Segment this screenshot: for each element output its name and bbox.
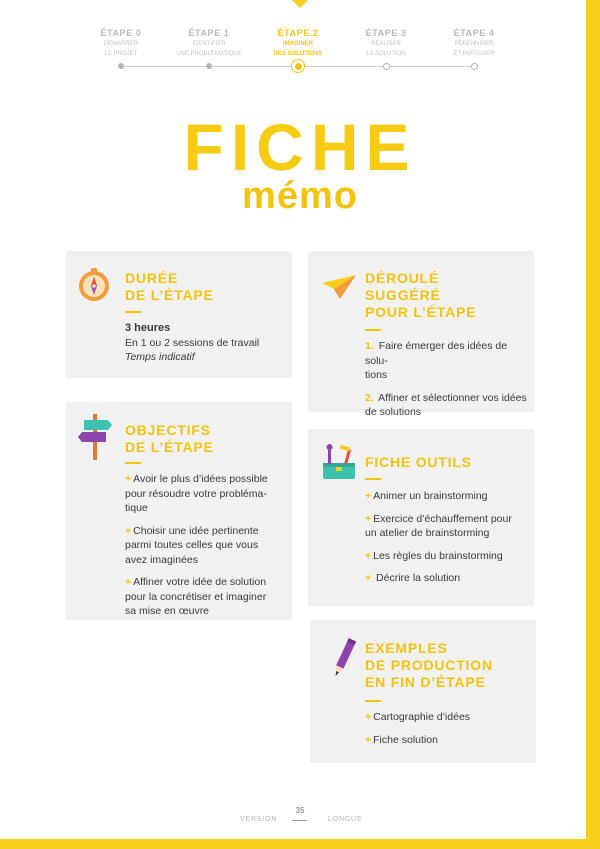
item-text: tique [125, 502, 148, 514]
list-item [365, 391, 530, 420]
list-item [125, 472, 288, 516]
title-line: EN FIN D’ÉTAPE [365, 674, 486, 690]
card-duree [66, 251, 292, 378]
tool-link[interactable]: Animer un brainstorming [373, 490, 488, 502]
page-subtitle: mémo [242, 175, 358, 217]
title-line: OBJECTIFS [125, 422, 211, 438]
item-text: Avoir le plus d’idées possible [133, 473, 268, 485]
title-line: DE PRODUCTION [365, 657, 493, 673]
title-line: DÉROULÉ [365, 270, 440, 286]
item-text: Choisir une idée pertinente [133, 524, 259, 537]
step-4[interactable] [429, 28, 519, 58]
plus-icon: + [125, 576, 132, 588]
card-title [365, 270, 476, 321]
item-text: tions [365, 369, 388, 381]
step-subtitle: DÉMARRER [103, 41, 139, 47]
step-subtitle: RÉALISER [371, 41, 401, 47]
card-title [125, 270, 214, 304]
step-2-active[interactable] [253, 28, 343, 58]
plus-icon: + [365, 733, 372, 746]
list-item[interactable] [365, 489, 530, 504]
card-title [365, 640, 493, 691]
item-text: Faire émerger des idées de solu- [365, 340, 508, 367]
title-line: DE L’ÉTAPE [125, 439, 214, 455]
page-number: 35 [295, 806, 305, 815]
card-title [125, 422, 214, 456]
title-line: SUGGÉRÉ [365, 287, 441, 303]
title-line: FICHE OUTILS [365, 454, 472, 470]
card-divider [365, 478, 381, 480]
item-text: Cartographie d’idées [373, 711, 471, 723]
version-label-left: VERSION [240, 816, 278, 823]
step-dot [383, 63, 390, 70]
list-item [125, 524, 288, 568]
item-text: pour la concrétiser et imaginer [125, 590, 267, 603]
step-subtitle: DES SOLUTIONS [273, 51, 323, 57]
page-title: FICHE [183, 110, 417, 184]
step-dot [118, 63, 124, 69]
step-title: ÉTAPE 3 [365, 28, 407, 38]
paper-plane-icon [320, 273, 358, 306]
version-label-right: LONGUE [328, 816, 363, 823]
step-title: ÉTAPE 2 [277, 28, 319, 38]
title-line: EXEMPLES [365, 640, 448, 656]
item-text: Affiner votre idée de solution [133, 576, 267, 588]
plus-icon: + [365, 512, 372, 525]
title-line: DURÉE [125, 270, 179, 286]
signpost-icon [76, 412, 114, 467]
step-subtitle: LE PROJET [104, 51, 138, 57]
duration-sessions: En 1 ou 2 sessions de travail [125, 336, 260, 349]
list-item[interactable] [365, 549, 530, 564]
step-title: ÉTAPE 4 [453, 28, 495, 38]
title-line: POUR L’ÉTAPE [365, 304, 477, 320]
card-body [365, 489, 530, 594]
title-line: DE L’ÉTAPE [125, 287, 214, 303]
item-text: Fiche solution [373, 733, 438, 746]
list-item[interactable] [365, 571, 530, 586]
step-subtitle: LA SOLUTION [366, 51, 406, 57]
frame-notch-marker [292, 0, 308, 8]
list-item [365, 710, 530, 725]
card-body [365, 710, 530, 755]
card-divider [125, 311, 141, 313]
card-outils [308, 429, 534, 606]
plus-icon: + [365, 490, 372, 502]
step-title: ÉTAPE 0 [100, 28, 142, 38]
list-item [365, 339, 530, 383]
card-divider [365, 700, 381, 702]
step-dot [471, 63, 478, 70]
tool-link[interactable]: Exercice d’échauffement pour [373, 512, 512, 525]
step-subtitle: UNE PROBLÉMATIQUE [176, 51, 242, 57]
card-body [125, 321, 285, 365]
step-1[interactable] [164, 28, 254, 58]
pencil-icon [332, 636, 356, 685]
item-number: 2. [365, 391, 374, 404]
item-text: avez imaginées [125, 553, 198, 566]
step-title: ÉTAPE 1 [188, 28, 230, 38]
tool-link[interactable]: un atelier de brainstorming [365, 527, 490, 539]
card-divider [365, 329, 381, 331]
item-number: 1. [365, 340, 374, 352]
step-3[interactable] [341, 28, 431, 58]
plus-icon: + [365, 572, 372, 584]
card-title [365, 454, 472, 471]
step-subtitle: IDENTIFIER [192, 41, 226, 47]
list-item[interactable] [365, 512, 530, 541]
card-exemples [310, 620, 536, 763]
tool-link[interactable]: Les règles du brainstorming [373, 549, 503, 562]
step-subtitle: PÉRENNISER [454, 41, 494, 47]
plus-icon: + [365, 549, 372, 562]
compass-icon [76, 267, 112, 308]
step-dot [206, 63, 212, 69]
item-text: parmi toutes celles que vous [125, 539, 259, 551]
duration-hours: 3 heures [125, 322, 171, 334]
yellow-frame-bottom [0, 839, 600, 849]
plus-icon: + [125, 473, 132, 485]
step-subtitle: ET PARTAGER [453, 51, 495, 57]
card-body [125, 472, 288, 627]
step-0[interactable] [76, 28, 166, 58]
item-text: Affiner et sélectionner vos idées [378, 391, 527, 404]
card-body [365, 339, 530, 428]
duration-note: Temps indicatif [125, 351, 195, 363]
toolbox-icon [320, 443, 360, 488]
card-objectifs [66, 402, 292, 620]
item-text: pour résoudre votre probléma- [125, 487, 267, 500]
item-text: de solutions [365, 406, 422, 418]
item-text: sa mise en œuvre [125, 605, 210, 617]
page-number-underline [292, 820, 307, 821]
list-item [365, 733, 530, 748]
tool-link[interactable]: Décrire la solution [373, 572, 461, 584]
step-subtitle: IMAGINER [283, 41, 313, 47]
plus-icon: + [125, 524, 132, 537]
card-divider [125, 462, 141, 464]
card-deroule [308, 251, 534, 418]
plus-icon: + [365, 711, 372, 723]
step-dot-active [291, 59, 305, 73]
step-progress-bar [88, 28, 508, 78]
list-item [125, 575, 288, 619]
